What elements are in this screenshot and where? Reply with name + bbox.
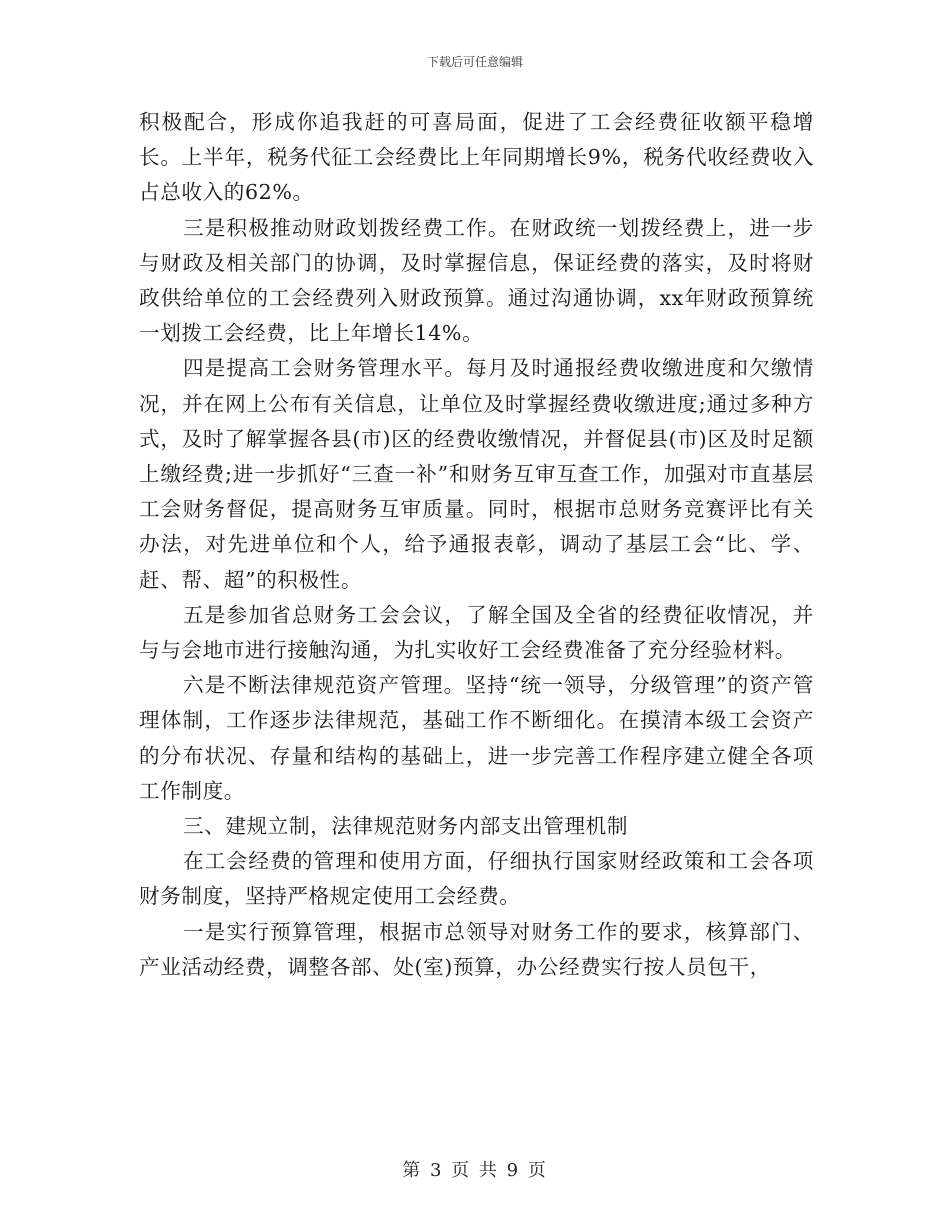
document-body	[139, 105, 814, 985]
paragraph-2: 三是积极推动财政划拨经费工作。在财政统一划拨经费上，进一步与财政及相关部门的协调，及时掌握信息，保证经费的落实，及时将财政供给单位的工会经费列入财政预算。通过沟通协调，xx年财政预算统一划拨工会经费，比上年增长14%。	[139, 215, 814, 346]
paragraph-7: 一是实行预算管理，根据市总领导对财务工作的要求，核算部门、产业活动经费，调整各部、处(室)预算，办公经费实行按人员包干，	[139, 919, 814, 979]
paragraph-4: 五是参加省总财务工会会议，了解全国及全省的经费征收情况，并与与会地市进行接触沟通，为扎实收好工会经费准备了充分经验材料。	[139, 602, 814, 663]
section-heading: 三、建规立制，法律规范财务内部支出管理机制	[183, 814, 629, 839]
paragraph-6: 在工会经费的管理和使用方面，仔细执行国家财经政策和工会各项财务制度，坚持严格规定使用工会经费。	[139, 849, 814, 909]
page-header: 下载后可任意编辑	[426, 55, 523, 69]
paragraph-5: 六是不断法律规范资产管理。坚持“统一领导，分级管理”的资产管理体制，工作逐步法律规范，基础工作不断细化。在摸清本级工会资产的分布状况、存量和结构的基础上，进一步完善工作程序建立健全各项工作制度。	[139, 673, 814, 803]
page-footer: 第 3 页 共 9 页	[402, 1160, 548, 1181]
paragraph-1: 积极配合，形成你追我赶的可喜局面，促进了工会经费征收额平稳增长。上半年，税务代征工会经费比上年同期增长9%，税务代收经费收入占总收入的62%。	[139, 110, 814, 205]
paragraph-3: 四是提高工会财务管理水平。每月及时通报经费收缴进度和欠缴情况，并在网上公布有关信息，让单位及时掌握经费收缴进度;通过多种方式，及时了解掌握各县(市)区的经费收缴情况，并督促县(市)区及时足额上缴经费;进一步抓好“三查一补”和财务互审互查工作，加强对市直基层工会财务督促，提高财务互审质量。同时，根据市总财务竞赛评比有关办法，对先进单位和个人，给予通报表彰，调动了基层工会“比、学、赶、帮、超”的积极性。	[139, 356, 814, 592]
